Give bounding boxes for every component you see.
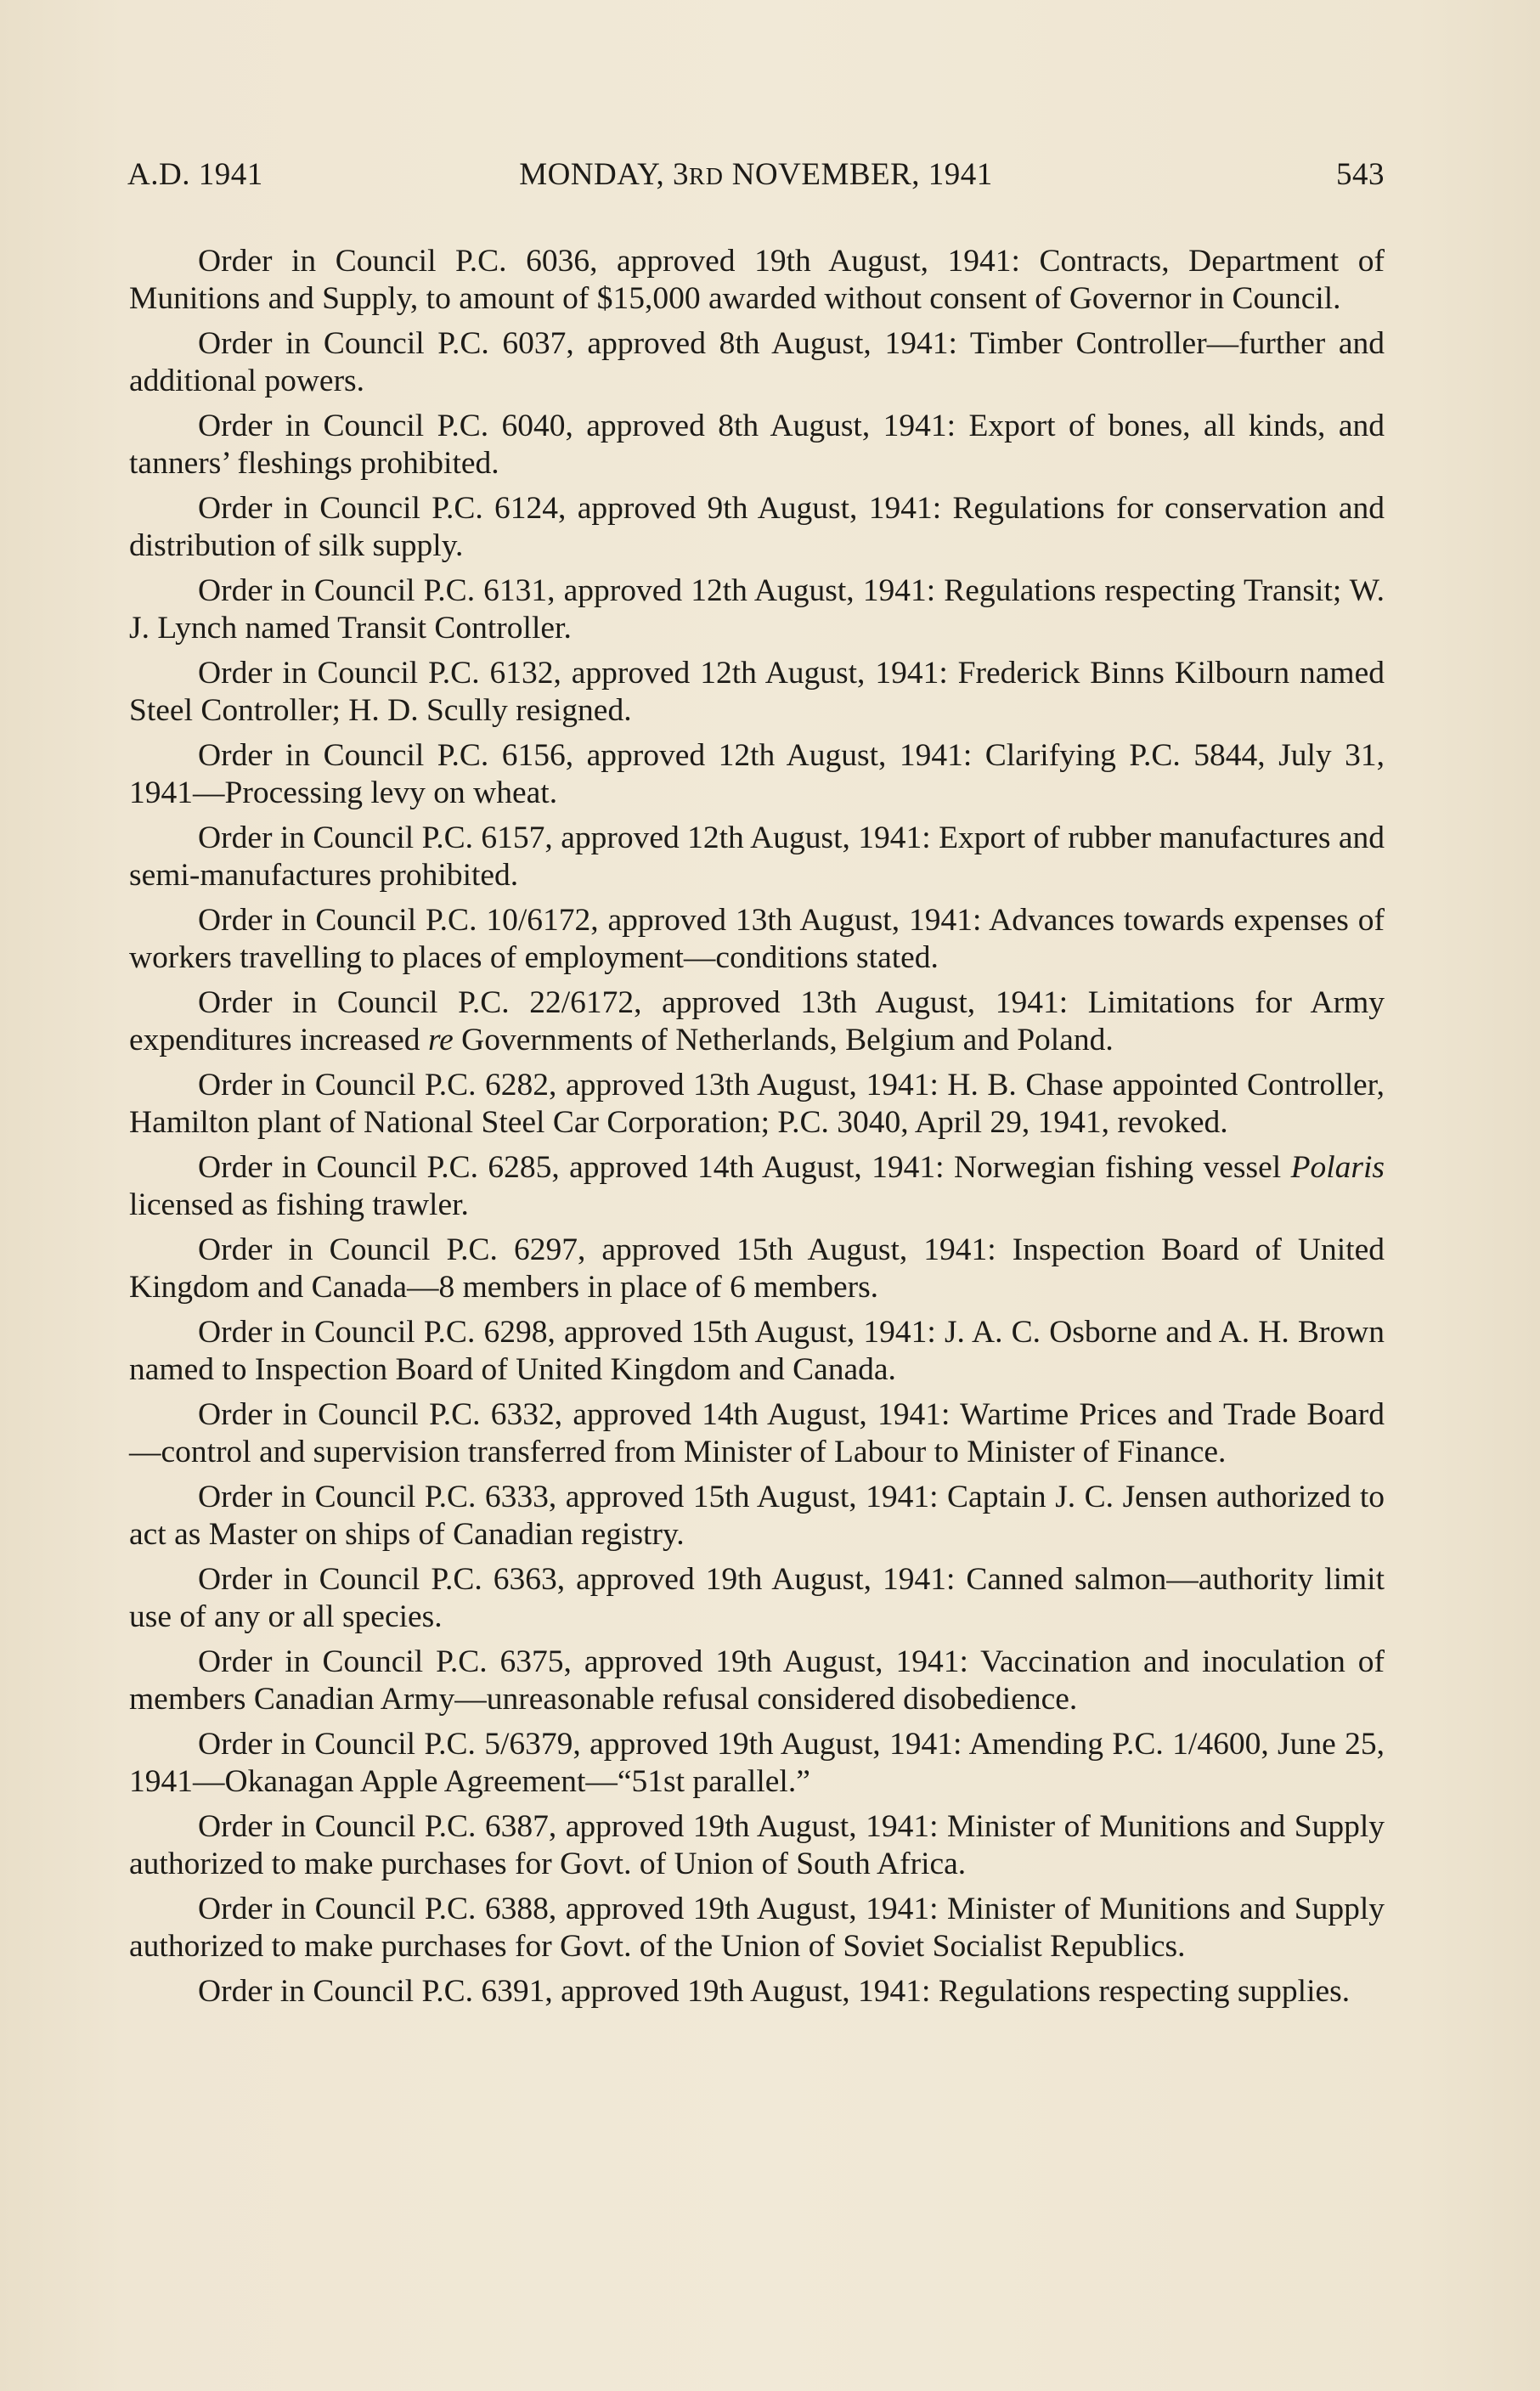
- entries-list: [129, 243, 1385, 2010]
- entry-pc-6132: Order in Council P.C. 6132, approved 12th August, 1941: Frederick Binns Kilbourn named Steel Controller; H. D. Scully resigned.: [129, 656, 1385, 729]
- entry-pc-5-6379: Order in Council P.C. 5/6379, approved 19th August, 1941: Amending P.C. 1/4600, June 25, 1941—Okanagan Apple Agreement—“51st parallel.”: [129, 1727, 1385, 1800]
- entry-pc-6285: [129, 1149, 1385, 1224]
- entry-pc-6375: Order in Council P.C. 6375, approved 19th August, 1941: Vaccination and inoculation of members Canadian Army—unreasonable refusal considered disobedience.: [129, 1644, 1385, 1717]
- entry-pc-6124: Order in Council P.C. 6124, approved 9th August, 1941: Regulations for conservation and distribution of silk supply.: [129, 491, 1385, 564]
- entry-pc-6040: Order in Council P.C. 6040, approved 8th August, 1941: Export of bones, all kinds, and tanners’ fleshings prohibited.: [129, 409, 1385, 482]
- page-header: [127, 153, 1385, 197]
- header-year: A.D. 1941: [127, 157, 263, 192]
- entry-italic-text: Polaris: [1290, 1150, 1385, 1185]
- entry-text: Order in Council P.C. 22/6172, approved 13th August, 1941: Limitations for Army expenditures increased: [129, 985, 1385, 1058]
- entry-pc-6298: Order in Council P.C. 6298, approved 15th August, 1941: J. A. C. Osborne and A. H. Brown named to Inspection Board of United Kingdom and Canada.: [129, 1315, 1385, 1388]
- entry-pc-6037: Order in Council P.C. 6037, approved 8th August, 1941: Timber Controller—further and additional powers.: [129, 326, 1385, 399]
- entry-pc-6156: Order in Council P.C. 6156, approved 12th August, 1941: Clarifying P.C. 5844, July 31, 1941—Processing levy on wheat.: [129, 738, 1385, 811]
- entry-text: licensed as fishing trawler.: [129, 1187, 469, 1223]
- entry-text: Governments of Netherlands, Belgium and Poland.: [453, 1023, 1114, 1058]
- entry-pc-6297: Order in Council P.C. 6297, approved 15th August, 1941: Inspection Board of United Kingdom and Canada—8 members in place of 6 members.: [129, 1232, 1385, 1305]
- entry-pc-6333: Order in Council P.C. 6333, approved 15th August, 1941: Captain J. C. Jensen authorized to act as Master on ships of Canadian registry.: [129, 1480, 1385, 1553]
- header-date: [127, 153, 1385, 200]
- entry-pc-6363: Order in Council P.C. 6363, approved 19th August, 1941: Canned salmon—authority limit use of any or all species.: [129, 1562, 1385, 1635]
- page-number: 543: [1336, 157, 1385, 192]
- entry-text: Order in Council P.C. 6285, approved 14th August, 1941: Norwegian fishing vessel: [198, 1150, 1291, 1185]
- entry-pc-6332: Order in Council P.C. 6332, approved 14th August, 1941: Wartime Prices and Trade Board—control and supervision transferred from Minister of Labour to Minister of Finance.: [129, 1397, 1385, 1470]
- header-date-prefix: MONDAY, 3: [519, 157, 690, 192]
- entry-pc-6387: Order in Council P.C. 6387, approved 19th August, 1941: Minister of Munitions and Supply authorized to make purchases for Govt. of Union of South Africa.: [129, 1809, 1385, 1882]
- header-date-ordinal: RD: [689, 164, 724, 190]
- entry-pc-6131: Order in Council P.C. 6131, approved 12th August, 1941: Regulations respecting Transit; W. J. Lynch named Transit Controller.: [129, 573, 1385, 646]
- entry-pc-6391: Order in Council P.C. 6391, approved 19th August, 1941: Regulations respecting supplies.: [198, 1974, 1351, 2009]
- entry-pc-6282: Order in Council P.C. 6282, approved 13th August, 1941: H. B. Chase appointed Controller, Hamilton plant of National Steel Car Corporation; P.C. 3040, April 29, 1941, revoked.: [129, 1068, 1385, 1141]
- header-date-rest: NOVEMBER, 1941: [723, 157, 993, 192]
- entry-pc-10-6172: Order in Council P.C. 10/6172, approved 13th August, 1941: Advances towards expenses of workers travelling to places of employment—conditions stated.: [129, 903, 1385, 976]
- entry-pc-6036: Order in Council P.C. 6036, approved 19th August, 1941: Contracts, Department of Munitions and Supply, to amount of $15,000 awarded without consent of Governor in Council.: [129, 244, 1385, 317]
- entry-pc-6388: Order in Council P.C. 6388, approved 19th August, 1941: Minister of Munitions and Supply authorized to make purchases for Govt. of the Union of Soviet Socialist Republics.: [129, 1892, 1385, 1965]
- entry-pc-6157: Order in Council P.C. 6157, approved 12th August, 1941: Export of rubber manufactures and semi-manufactures prohibited.: [129, 820, 1385, 894]
- entry-italic-text: re: [427, 1023, 454, 1058]
- entry-pc-22-6172: [129, 984, 1385, 1059]
